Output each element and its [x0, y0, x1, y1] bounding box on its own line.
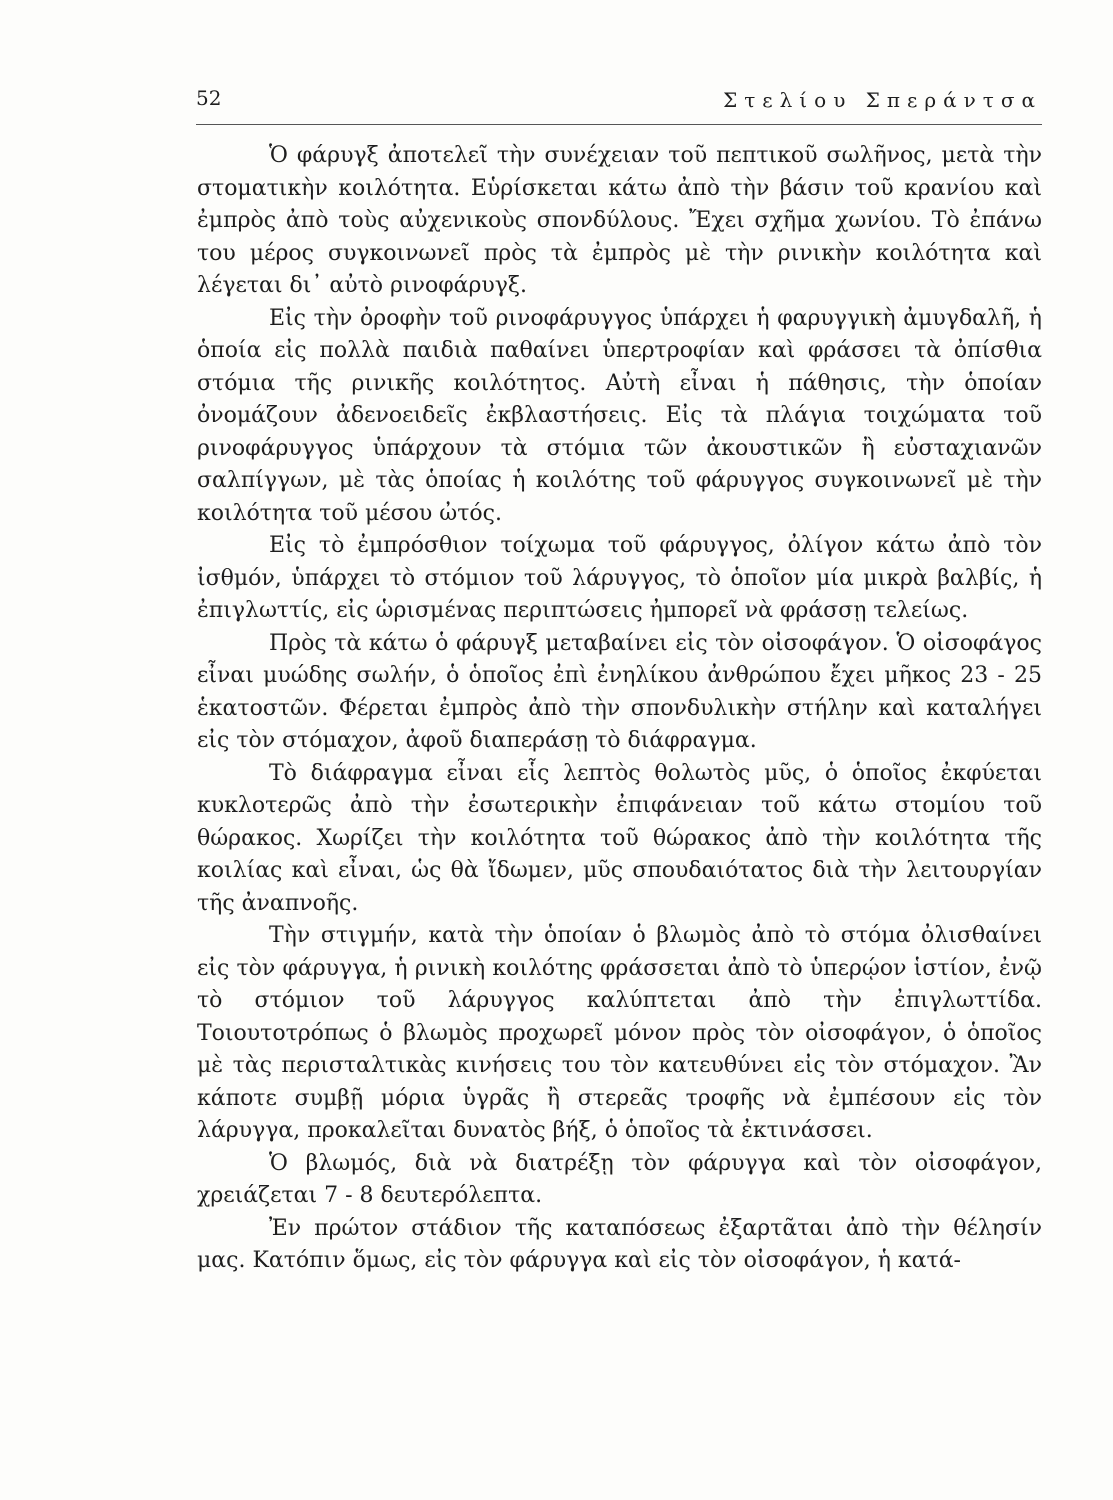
body-text — [197, 140, 1042, 1278]
paragraph: Εἰς τὸ ἐμπρόσθιον τοίχωμα τοῦ φάρυγγος, ὀλίγον κάτω ἀπὸ τὸν ἰσθμόν, ὑπάρχει τὸ στόμιον τοῦ λάρυγγος, τὸ ὁποῖον μία μικρὰ βαλβίς, ἡ ἐπιγλωττίς, εἰς ὡρισμένας περιπτώσεις ἠμπορεῖ νὰ φράσσῃ τελείως. — [197, 533, 1042, 623]
paragraph: Ὁ φάρυγξ ἀποτελεῖ τὴν συνέχειαν τοῦ πεπτικοῦ σωλῆνος, μετὰ τὴν στοματικὴν κοιλότητα. Εὑρίσκεται κάτω ἀπὸ τὴν βάσιν τοῦ κρανίου καὶ ἐμπρὸς ἀπὸ τοὺς αὐχενικοὺς σπονδύλους. Ἔχει σχῆμα χωνίου. Τὸ ἐπάνω του μέρος συγκοινωνεῖ πρὸς τὰ ἐμπρὸς μὲ τὴν ρινικὴν κοιλότητα καὶ λέγεται δι᾽ αὐτὸ ρινοφάρυγξ. — [197, 143, 1042, 298]
header-rule — [196, 124, 1042, 125]
page-number: 52 — [196, 86, 222, 110]
paragraph: Εἰς τὴν ὀροφὴν τοῦ ρινοφάρυγγος ὑπάρχει ἡ φαρυγγικὴ ἀμυγδαλῆ, ἡ ὁποία εἰς πολλὰ παιδιὰ παθαίνει ὑπερτροφίαν καὶ φράσσει τὰ ὀπίσθια στόμια τῆς ρινικῆς κοιλότητος. Αὐτὴ εἶναι ἡ πάθησις, τὴν ὁποίαν ὀνομάζουν ἀδενοειδεῖς ἐκβλαστήσεις. Εἰς τὰ πλάγια τοιχώματα τοῦ ρινοφάρυγγος ὑπάρχουν τὰ στόμια τῶν ἀκουστικῶν ἢ εὐσταχιανῶν σαλπίγγων, μὲ τὰς ὁποίας ἡ κοιλότης τοῦ φάρυγγος συγκοινωνεῖ μὲ τὴν κοιλότητα τοῦ μέσου ὠτός. — [197, 305, 1042, 526]
page-header — [196, 86, 1042, 126]
paragraph: Πρὸς τὰ κάτω ὁ φάρυγξ μεταβαίνει εἰς τὸν οἰσοφάγον. Ὁ οἰσοφάγος εἶναι μυώδης σωλήν, ὁ ὁποῖος ἐπὶ ἐνηλίκου ἀνθρώπου ἔχει μῆκος 23 - 25 ἑκατοστῶν. Φέρεται ἐμπρὸς ἀπὸ τὴν σπονδυλικὴν στήλην καὶ καταλήγει εἰς τὸν στόμαχον, ἀφοῦ διαπεράσῃ τὸ διάφραγμα. — [197, 630, 1042, 753]
paragraph: Τὴν στιγμήν, κατὰ τὴν ὁποίαν ὁ βλωμὸς ἀπὸ τὸ στόμα ὀλισθαίνει εἰς τὸν φάρυγγα, ἡ ρινικὴ κοιλότης φράσσεται ἀπὸ τὸ ὑπερῴον ἱστίον, ἐνῷ τὸ στόμιον τοῦ λάρυγγος καλύπτεται ἀπὸ τὴν ἐπιγλωττίδα. Τοιουτοτρόπως ὁ βλωμὸς προχωρεῖ μόνον πρὸς τὸν οἰσοφάγον, ὁ ὁποῖος μὲ τὰς περισταλτικὰς κινήσεις του τὸν κατευθύνει εἰς τὸν στόμαχον. Ἂν κάποτε συμβῇ μόρια ὑγρᾶς ἢ στερεᾶς τροφῆς νὰ ἐμπέσουν εἰς τὸν λάρυγγα, προκαλεῖται δυνατὸς βήξ, ὁ ὁποῖος τὰ ἐκτινάσσει. — [197, 923, 1042, 1143]
paragraph: Ὁ βλωμός, διὰ νὰ διατρέξῃ τὸν φάρυγγα καὶ τὸν οἰσοφάγον, χρειάζεται 7 - 8 δευτερόλεπτα. — [197, 1150, 1042, 1208]
paragraph: Τὸ διάφραγμα εἶναι εἷς λεπτὸς θολωτὸς μῦς, ὁ ὁποῖος ἐκφύεται κυκλοτερῶς ἀπὸ τὴν ἐσωτερικὴν ἐπιφάνειαν τοῦ κάτω στομίου τοῦ θώρακος. Χωρίζει τὴν κοιλότητα τοῦ θώρακος ἀπὸ τὴν κοιλότητα τῆς κοιλίας καὶ εἶναι, ὡς θὰ ἴδωμεν, μῦς σπουδαιότατος διὰ τὴν λειτουργίαν τῆς ἀναπνοῆς. — [197, 760, 1042, 916]
running-head: Στελίου Σπεράντσα — [723, 88, 1042, 112]
paragraph: Ἐν πρώτον στάδιον τῆς καταπόσεως ἐξαρτᾶται ἀπὸ τὴν θέλησίν μας. Κατόπιν ὅμως, εἰς τὸν φάρυγγα καὶ εἰς τὸν οἰσοφάγον, ἡ κατά- — [197, 1215, 1042, 1273]
